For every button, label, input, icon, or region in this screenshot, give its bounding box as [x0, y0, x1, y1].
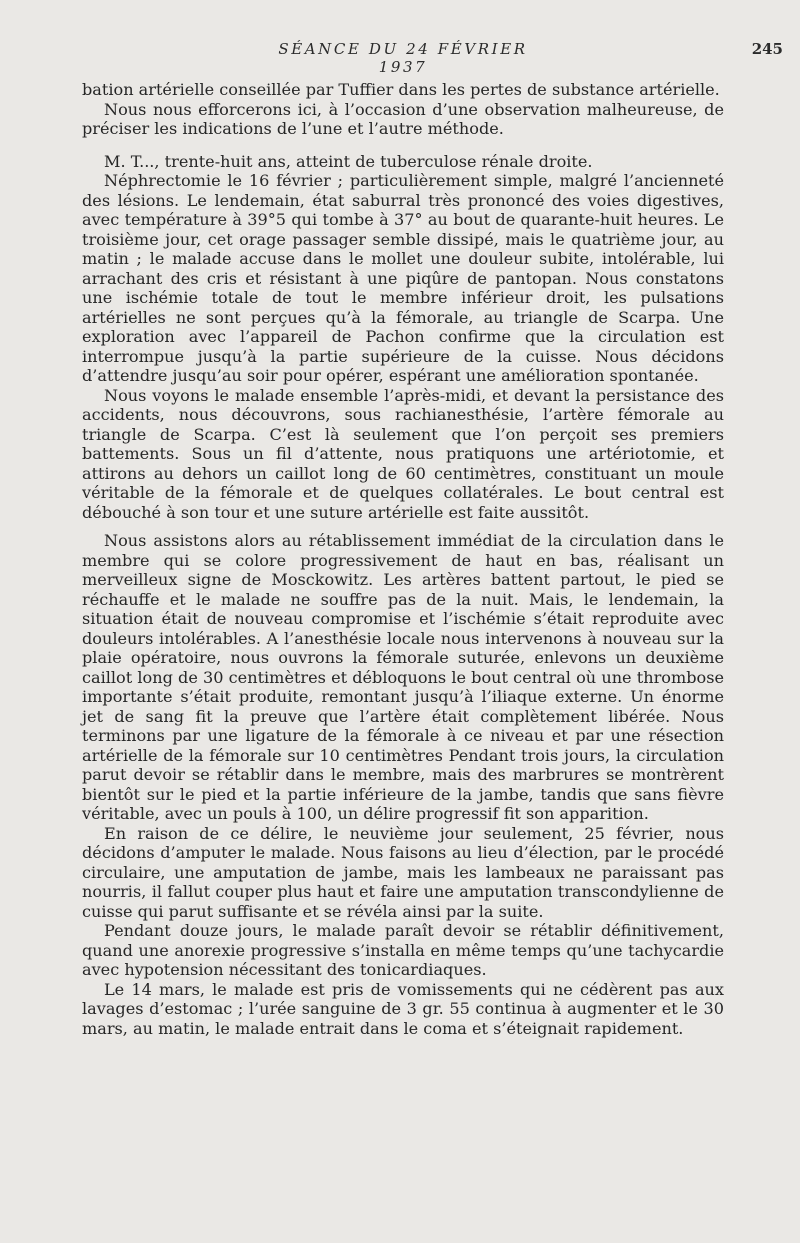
- page-header: [0, 40, 800, 76]
- article-body: [82, 80, 724, 1038]
- paragraph-amputation: En raison de ce délire, le neuvième jour seulement, 25 février, nous décidons d’amputer le malade. Nous faisons au lieu d’élection, par le procédé circulaire, une amputation de jambe, mais les lambeaux ne paraissant pas nourris, il fallut couper plus haut et faire une amputation transcondylienne de cuisse qui parut suffisante et se révéla ainsi par la suite.: [82, 823, 724, 921]
- paragraph-first-operation: Nous voyons le malade ensemble l’après-midi, et devant la persistance des accidents, nous découvrons, sous rachianesthésie, l’artère fémorale au triangle de Scarpa. C’est là seulement que l’on perçoit ses premiers battements. Sous un fil d’attente, nous pratiquons une artériotomie, et attirons au dehors un caillot long de 60 centimètres, constituant un moule véritable de la fémorale et de quelques collatérales. Le bout central est débouché à son tour et une suture artérielle est faite aussitôt.: [82, 385, 724, 522]
- paragraph-intro: Nous nous efforcerons ici, à l’occasion d’une observation malheureuse, de préciser les indications de l’une et l’autre méthode.: [82, 99, 724, 138]
- paragraph-continuation: bation artérielle conseillée par Tuffier dans les pertes de substance artérielle.: [82, 80, 720, 99]
- paragraph-case-history: Néphrectomie le 16 février ; particulièrement simple, malgré l’ancienneté des lésions. Le lendemain, état saburral très prononcé des voies digestives, avec température à 39°5 qui tombe à 37° au bout de quarante-huit heures. Le troisième jour, cet orage passager semble dissipé, mais le quatrième jour, au matin ; le malade accuse dans le mollet une douleur subite, intolérable, lui arrachant des cris et résistant à une piqûre de pantopan. Nous constatons une ischémie totale de tout le membre inférieur droit, les pulsations artérielles ne sont perçues qu’à la fémorale, au triangle de Scarpa. Une exploration avec l’appareil de Pachon confirme que la circulation est interrompue jusqu’à la partie supérieure de la cuisse. Nous décidons d’attendre jusqu’au soir pour opérer, espérant une amélioration spontanée.: [82, 171, 724, 385]
- paragraph-second-operation: Nous assistons alors au rétablissement immédiat de la circulation dans le membre qui se colore progressivement de haut en bas, réalisant un merveilleux signe de Mosckowitz. Les artères battent partout, le pied se réchauffe et le malade ne souffre pas de la nuit. Mais, le lendemain, la situation était de nouveau compromise et l’ischémie s’était reproduite avec douleurs intolérables. A l’anesthésie locale nous intervenons à nouveau sur la plaie opératoire, nous ouvrons la fémorale suturée, enlevons un deuxième caillot long de 30 centimètres et débloquons le bout central où une thrombose importante s’était produite, remontant jusqu’à l’iliaque externe. Un énorme jet de sang fit la preuve que l’artère était complètement libérée. Nous terminons par une ligature de la fémorale à ce niveau et par une résection artérielle de la fémorale sur 10 centimètres Pendant trois jours, la circulation parut devoir se rétablir dans le membre, mais des marbrures se montrèrent bientôt sur le pied et la partie inférieure de la jambe, tandis que sans fièvre véritable, avec un pouls à 100, un délire progressif fit son apparition.: [82, 531, 724, 823]
- page-number: 245: [751, 40, 783, 58]
- paragraph-case-patient: M. T..., trente-huit ans, atteint de tuberculose rénale droite.: [104, 151, 593, 171]
- paragraph-outcome: Le 14 mars, le malade est pris de vomissements qui ne cédèrent pas aux lavages d’estomac ; l’urée sanguine de 3 gr. 55 continua à augmenter et le 30 mars, au matin, le malade entrait dans le coma et s’éteignait rapidement.: [82, 979, 724, 1038]
- paragraph-recovery: Pendant douze jours, le malade paraît devoir se rétablir définitivement, quand une anorexie progressive s’installa en même temps qu’une tachycardie avec hypotension nécessitant des tonicardiaques.: [82, 921, 724, 979]
- running-head: SÉANCE DU 24 FÉVRIER 1937: [278, 40, 528, 76]
